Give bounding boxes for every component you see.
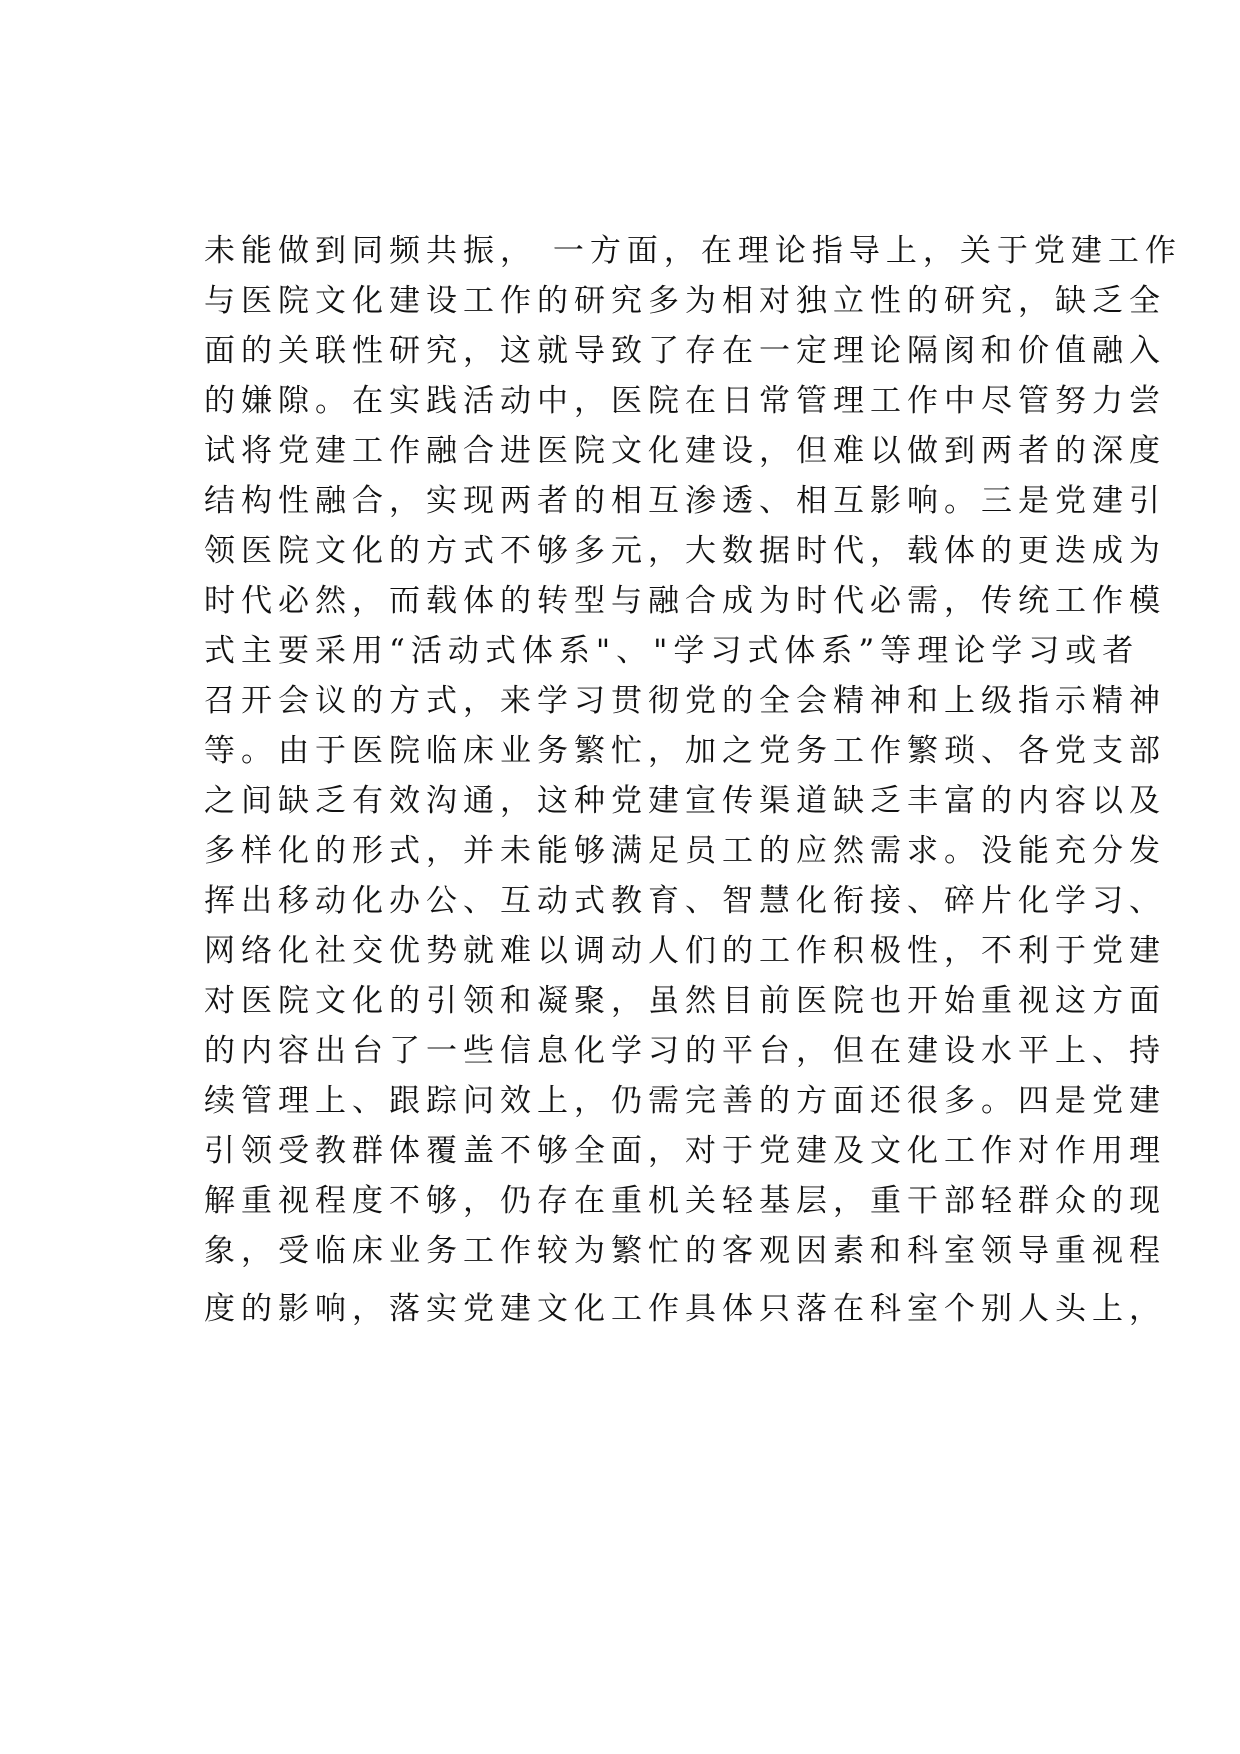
- text-line-8: 时代必然，而载体的转型与融合成为时代必需，传统工作模: [204, 583, 1166, 619]
- text-line-22: 度的影响，落实党建文化工作具体只落在科室个别人头上，: [204, 1291, 1166, 1327]
- text-line-17: 的内容出台了一些信息化学习的平台，但在建设水平上、持: [204, 1033, 1166, 1069]
- text-line-13: 多样化的形式，并未能够满足员工的应然需求。没能充分发: [204, 833, 1166, 869]
- text-line-2: 与医院文化建设工作的研究多为相对独立性的研究，缺乏全: [204, 283, 1166, 319]
- text-line-1: 未能做到同频共振， 一方面，在理论指导上，关于党建工作: [204, 233, 1182, 269]
- text-line-16: 对医院文化的引领和凝聚，虽然目前医院也开始重视这方面: [204, 983, 1166, 1019]
- body-paragraph: [204, 226, 1182, 1334]
- text-line-18: 续管理上、跟踪问效上，仍需完善的方面还很多。四是党建: [204, 1083, 1166, 1119]
- text-line-3: 面的关联性研究，这就导致了存在一定理论隔阂和价值融入: [204, 333, 1166, 369]
- text-line-12: 之间缺乏有效沟通，这种党建宣传渠道缺乏丰富的内容以及: [204, 783, 1166, 819]
- text-line-6: 结构性融合，实现两者的相互渗透、相互影响。三是党建引: [204, 483, 1166, 519]
- text-line-19: 引领受教群体覆盖不够全面，对于党建及文化工作对作用理: [204, 1133, 1166, 1169]
- text-line-5: 试将党建工作融合进医院文化建设，但难以做到两者的深度: [204, 433, 1166, 469]
- text-line-4: 的嫌隙。在实践活动中，医院在日常管理工作中尽管努力尝: [204, 383, 1166, 419]
- text-line-14: 挥出移动化办公、互动式教育、智慧化衔接、碎片化学习、: [204, 883, 1166, 919]
- text-line-21: 象，受临床业务工作较为繁忙的客观因素和科室领导重视程: [204, 1233, 1166, 1269]
- text-line-15: 网络化社交优势就难以调动人们的工作积极性，不利于党建: [204, 933, 1166, 969]
- text-line-7: 领医院文化的方式不够多元，大数据时代，载体的更迭成为: [204, 533, 1166, 569]
- text-line-11: 等。由于医院临床业务繁忙，加之党务工作繁琐、各党支部: [204, 733, 1166, 769]
- text-line-10: 召开会议的方式，来学习贯彻党的全会精神和上级指示精神: [204, 683, 1166, 719]
- text-line-9: 式主要采用“活动式体系"、"学习式体系”等理论学习或者: [204, 633, 1140, 669]
- text-line-20: 解重视程度不够，仍存在重机关轻基层，重干部轻群众的现: [204, 1183, 1166, 1219]
